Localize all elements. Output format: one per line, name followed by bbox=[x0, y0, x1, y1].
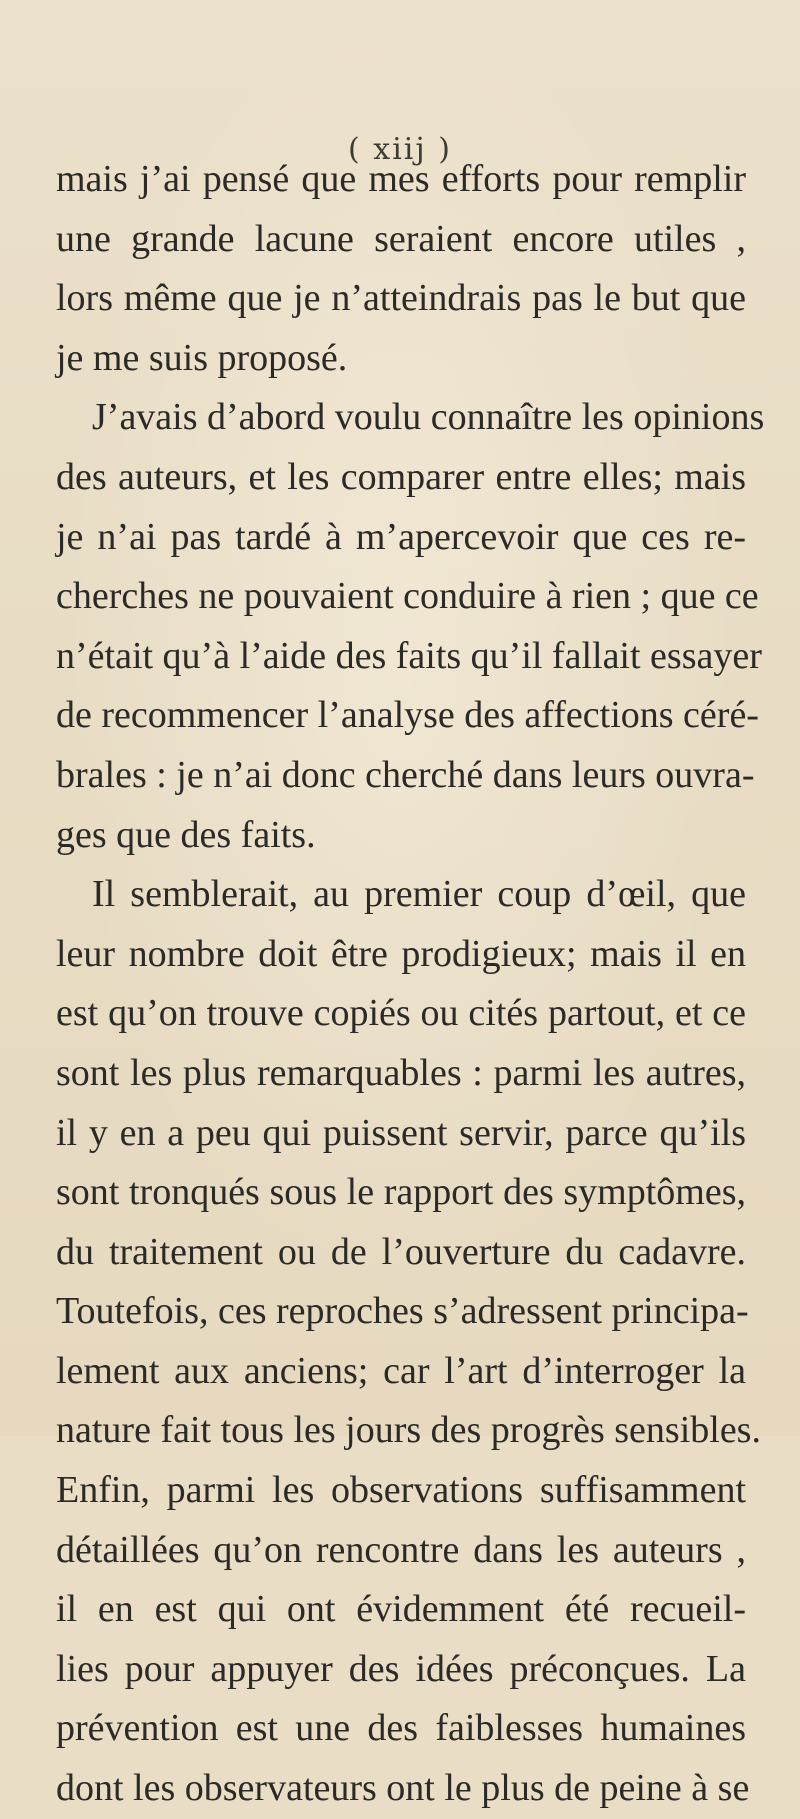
text-line: lies pour appuyer des idées préconçues. La bbox=[56, 1647, 746, 1690]
text-line: lement aux anciens; car l’art d’interroger la bbox=[56, 1349, 746, 1392]
text-line: ges que des faits. bbox=[56, 813, 316, 856]
text-line: des auteurs, et les comparer entre elles; mais bbox=[56, 455, 746, 498]
text-line: Il semblerait, au premier coup d’œil, que bbox=[92, 873, 746, 916]
page-number: ( xiij ) bbox=[348, 132, 452, 167]
text-line: il en est qui ont évidemment été recueil- bbox=[56, 1588, 746, 1631]
text-line: Enfin, parmi les observations suffisamment bbox=[56, 1469, 746, 1512]
text-line: cherches ne pouvaient conduire à rien ; que ce bbox=[56, 575, 759, 618]
text-line: du traitement ou de l’ouverture du cadavre. bbox=[56, 1230, 746, 1273]
text-line: dont les observateurs ont le plus de peine à se bbox=[56, 1767, 750, 1810]
text-line: prévention est une des faiblesses humaines bbox=[56, 1707, 746, 1750]
text-line: détaillées qu’on rencontre dans les auteurs , bbox=[56, 1528, 746, 1571]
text-line: je n’ai pas tardé à m’apercevoir que ces re- bbox=[56, 515, 746, 558]
text-line: sont les plus remarquables : parmi les autres, bbox=[56, 1051, 746, 1094]
text-line: il y en a peu qui puissent servir, parce qu’ils bbox=[56, 1111, 746, 1154]
text-line: Toutefois, ces reproches s’adressent principa- bbox=[56, 1290, 749, 1333]
body-text bbox=[56, 150, 765, 1819]
text-line: je me suis proposé. bbox=[56, 336, 348, 379]
text-line: est qu’on trouve copiés ou cités partout, et ce bbox=[56, 992, 746, 1035]
text-line: nature fait tous les jours des progrès sensibles. bbox=[56, 1409, 761, 1452]
text-line: leur nombre doit être prodigieux; mais il en bbox=[56, 932, 746, 975]
text-line: sont tronqués sous le rapport des symptômes, bbox=[56, 1171, 746, 1214]
text-line: n’était qu’à l’aide des faits qu’il fallait essayer bbox=[56, 634, 762, 677]
text-line: de recommencer l’analyse des affections céré- bbox=[56, 694, 759, 737]
text-line: J’avais d’abord voulu connaître les opinions bbox=[92, 396, 765, 439]
text-line: brales : je n’ai donc cherché dans leurs ouvra- bbox=[56, 753, 755, 796]
text-line: lors même que je n’atteindrais pas le but que bbox=[56, 277, 746, 320]
text-line: une grande lacune seraient encore utiles , bbox=[56, 217, 746, 260]
text-line: mais j’ai pensé que mes efforts pour remplir bbox=[56, 158, 746, 200]
